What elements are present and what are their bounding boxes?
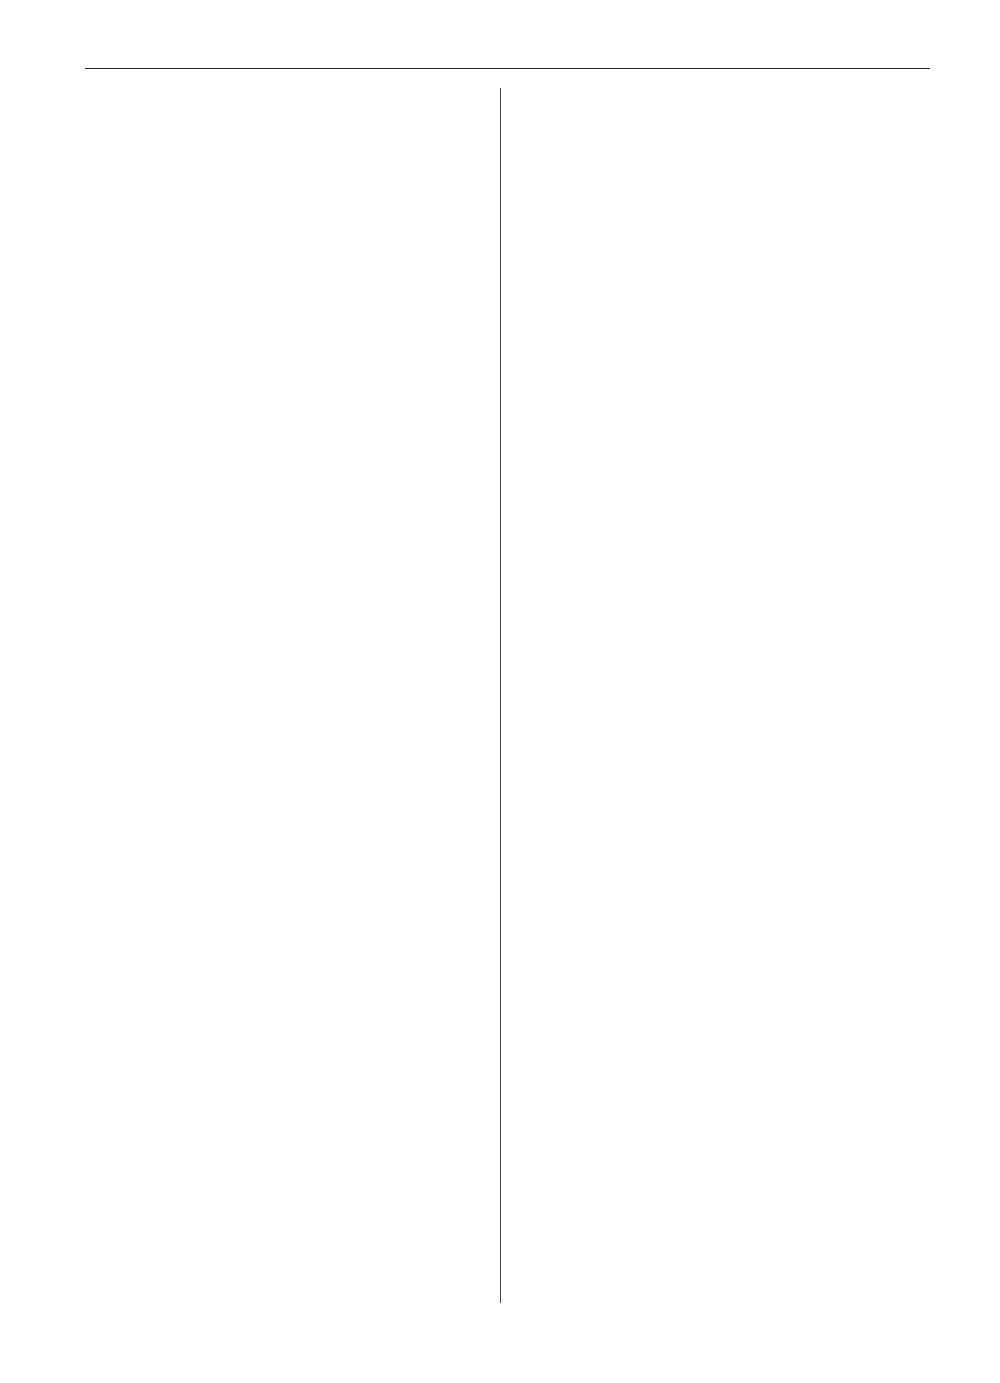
column-divider [500, 88, 501, 1303]
header-rule [85, 68, 930, 69]
dfg-credit [981, 1350, 990, 1363]
page-header [85, 44, 930, 70]
